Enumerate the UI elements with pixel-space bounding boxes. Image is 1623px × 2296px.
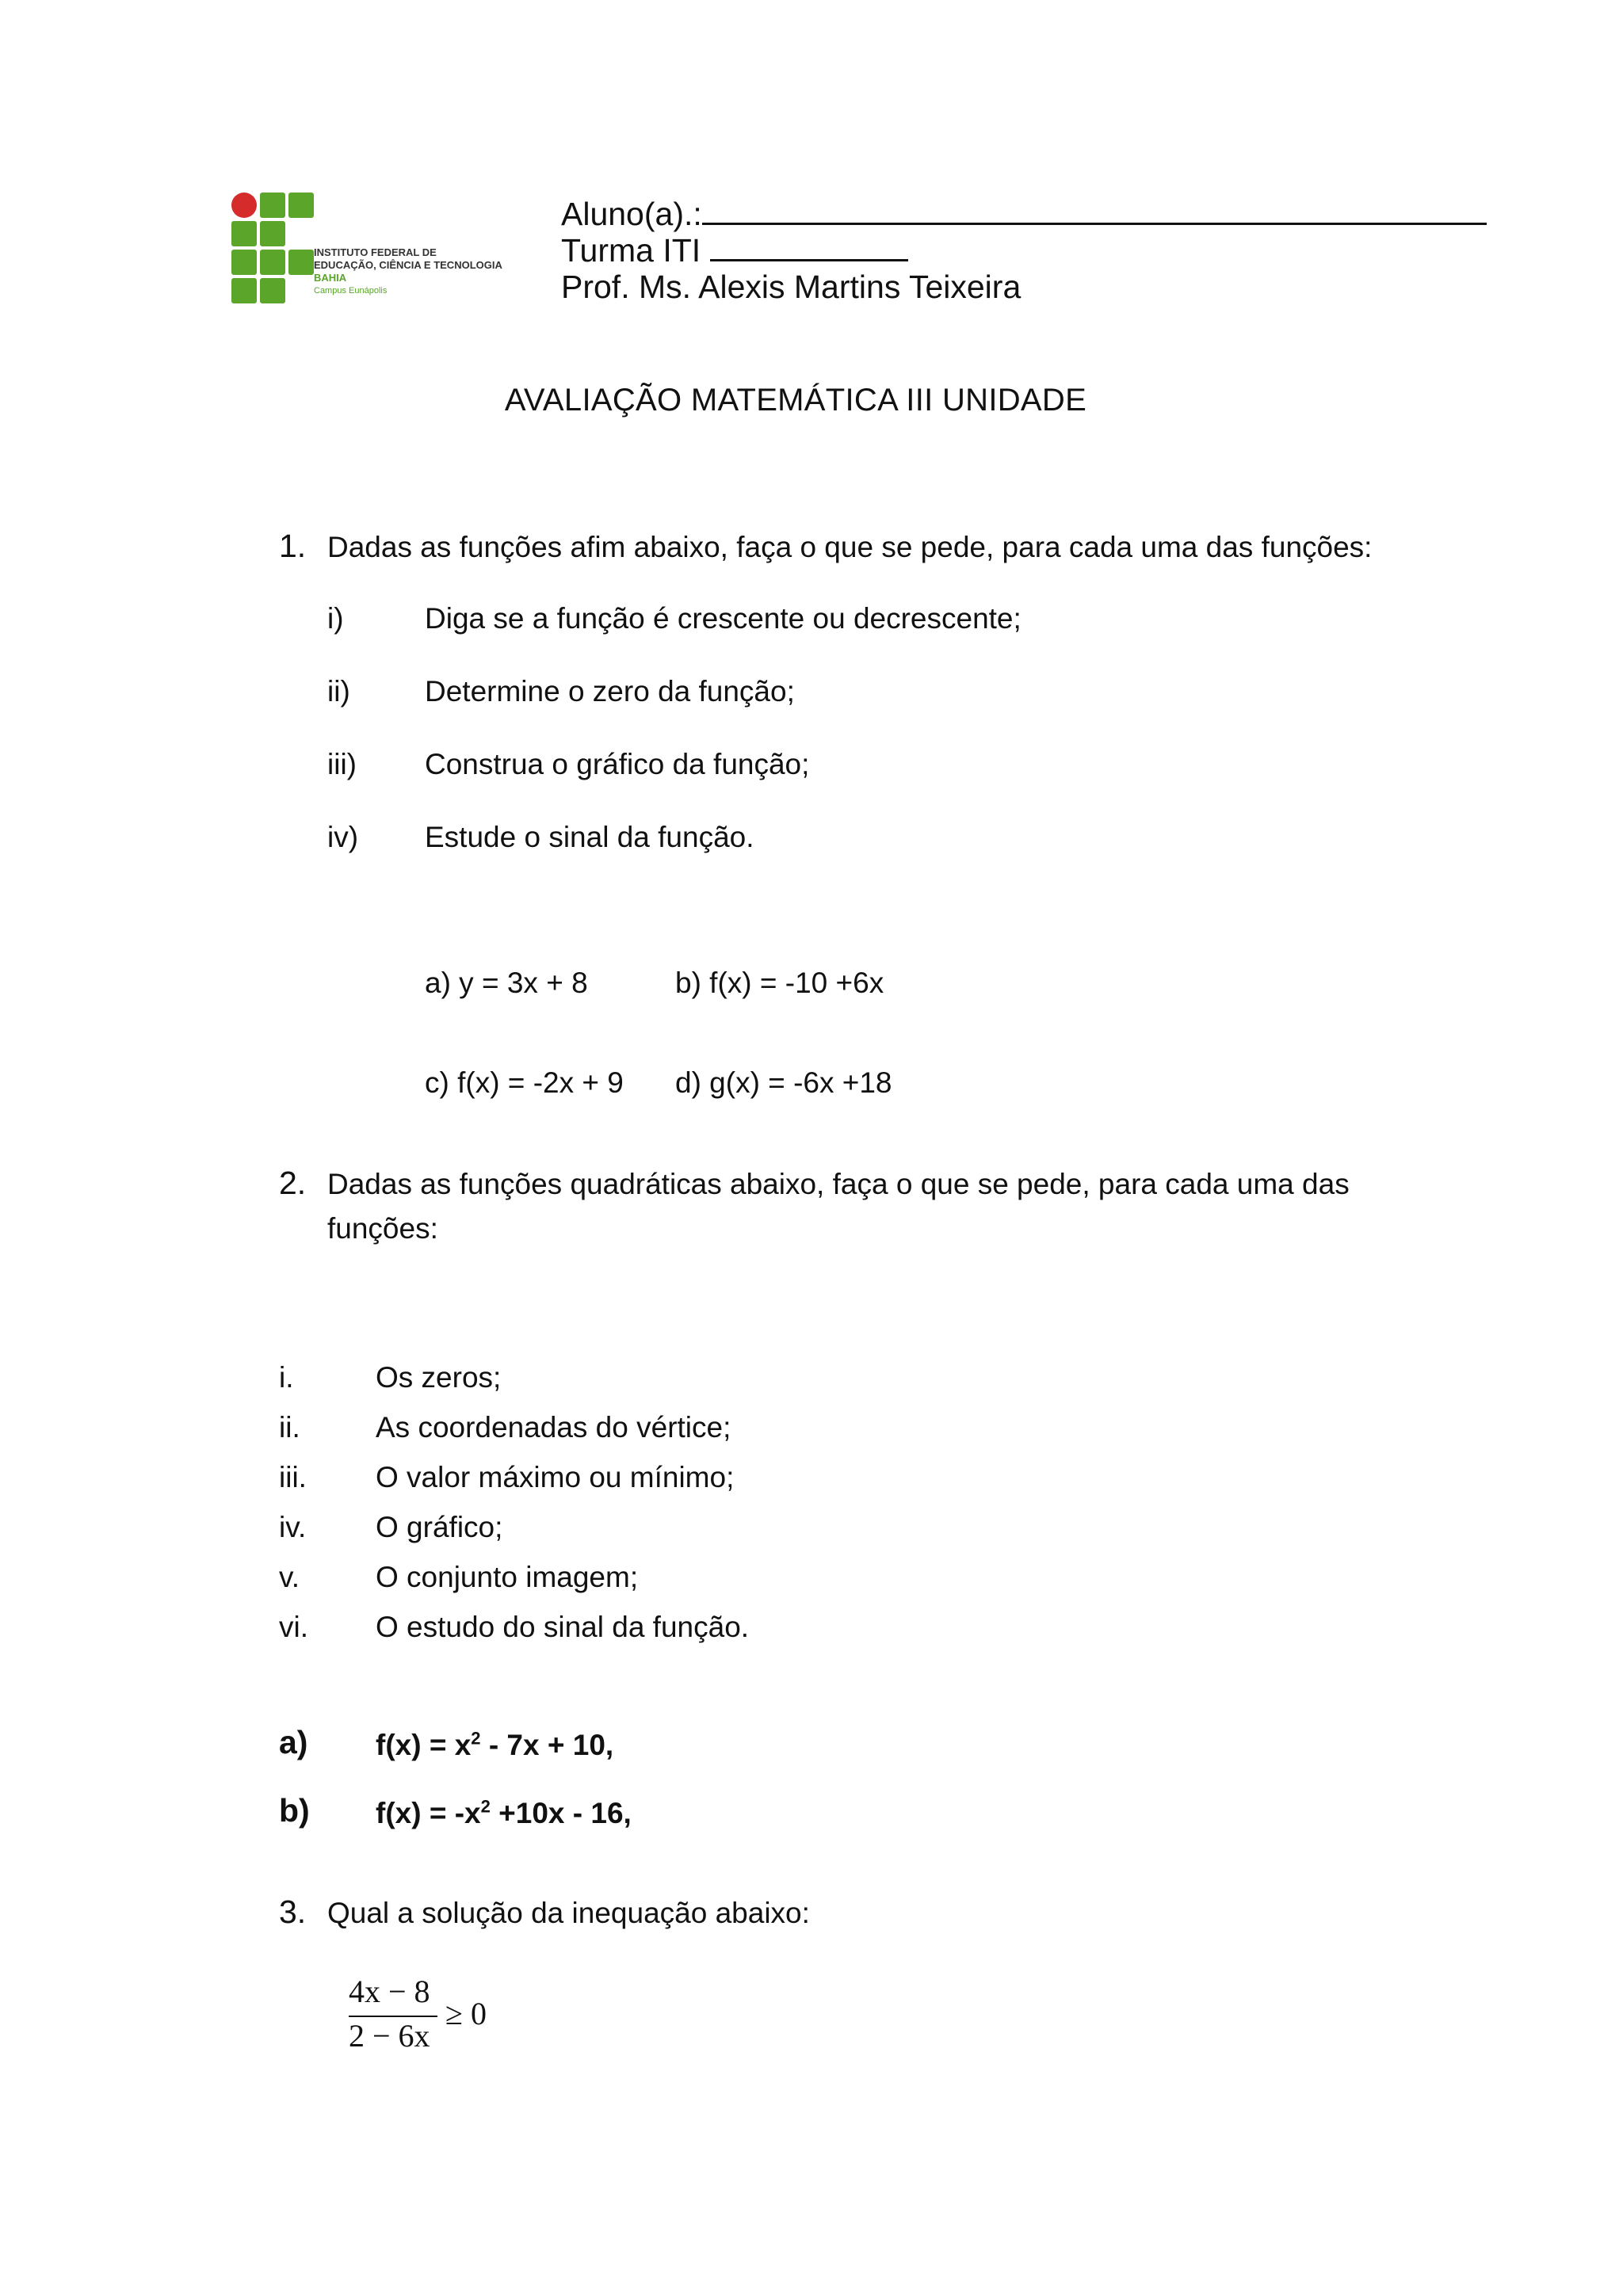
q2-item-marker: i. — [279, 1361, 294, 1394]
student-name-blank[interactable] — [702, 223, 1487, 225]
q2-text-line2: funções: — [327, 1212, 438, 1245]
logo-text: INSTITUTO FEDERAL DE EDUCAÇÃO, CIÊNCIA E TECNOLOGIA BAHIA Campus Eunápolis — [314, 246, 502, 296]
q1-function-b: b) f(x) = -10 +6x — [675, 967, 884, 999]
q1-text: Dadas as funções afim abaixo, faça o que se pede, para cada uma das funções: — [327, 531, 1373, 563]
q2-item-text: O estudo do sinal da função. — [376, 1611, 750, 1643]
class-line: Turma ITI — [561, 231, 908, 269]
q2-item-marker: iv. — [279, 1511, 307, 1543]
q2-item-marker: vi. — [279, 1611, 308, 1643]
q1-function-a: a) y = 3x + 8 — [425, 967, 588, 999]
institution-logo — [231, 193, 533, 303]
q1-item-marker: i) — [327, 602, 344, 635]
q2-item-text: O conjunto imagem; — [376, 1561, 639, 1593]
q1-item-text: Construa o gráfico da função; — [425, 748, 810, 780]
q3-number: 3. — [279, 1894, 307, 1930]
q1-item-text: Diga se a função é crescente ou decrescente; — [425, 602, 1022, 635]
q2-item-text: O gráfico; — [376, 1511, 503, 1543]
fraction-denominator: 2 − 6x — [349, 2018, 430, 2054]
q1-item-marker: iii) — [327, 748, 357, 780]
q1-item-text: Determine o zero da função; — [425, 675, 795, 707]
q2-number: 2. — [279, 1165, 307, 1201]
professor-line: Prof. Ms. Alexis Martins Teixeira — [561, 269, 1022, 305]
q1-item-text: Estude o sinal da função. — [425, 821, 754, 853]
q1-function-c: c) f(x) = -2x + 9 — [425, 1066, 624, 1099]
q1-item-marker: iv) — [327, 821, 359, 853]
q2-item-marker: ii. — [279, 1411, 300, 1444]
q2-item-marker: iii. — [279, 1461, 307, 1493]
q1-function-d: d) g(x) = -6x +18 — [675, 1066, 892, 1099]
q2-item-text: As coordenadas do vértice; — [376, 1411, 731, 1444]
logo-red-circle — [231, 193, 257, 218]
q2-function-a-marker: a) — [279, 1724, 308, 1760]
q1-number: 1. — [279, 528, 307, 564]
q2-item-marker: v. — [279, 1561, 300, 1593]
q2-item-text: O valor máximo ou mínimo; — [376, 1461, 735, 1493]
student-name-line: Aluno(a).: — [561, 195, 1487, 233]
page-title: AVALIAÇÃO MATEMÁTICA III UNIDADE — [504, 383, 1087, 418]
q2-function-b: $f(x) = -x^2 +10x - 16$, — [376, 1796, 632, 1829]
q3-text: Qual a solução da inequação abaixo: — [327, 1897, 810, 1929]
fraction-numerator: 4x − 8 — [349, 1974, 430, 2009]
q1-item-marker: ii) — [327, 675, 350, 707]
q2-function-a: $f(x) = x^2 - 7x + 10$, — [376, 1728, 614, 1761]
q2-function-b-marker: b) — [279, 1792, 310, 1829]
q2-text-line1: Dadas as funções quadráticas abaixo, faça o que se pede, para cada uma das — [327, 1168, 1350, 1200]
q2-item-text: Os zeros; — [376, 1361, 502, 1394]
inequality-relation: ≥ 0 — [445, 1996, 487, 2031]
class-blank[interactable] — [710, 259, 908, 261]
